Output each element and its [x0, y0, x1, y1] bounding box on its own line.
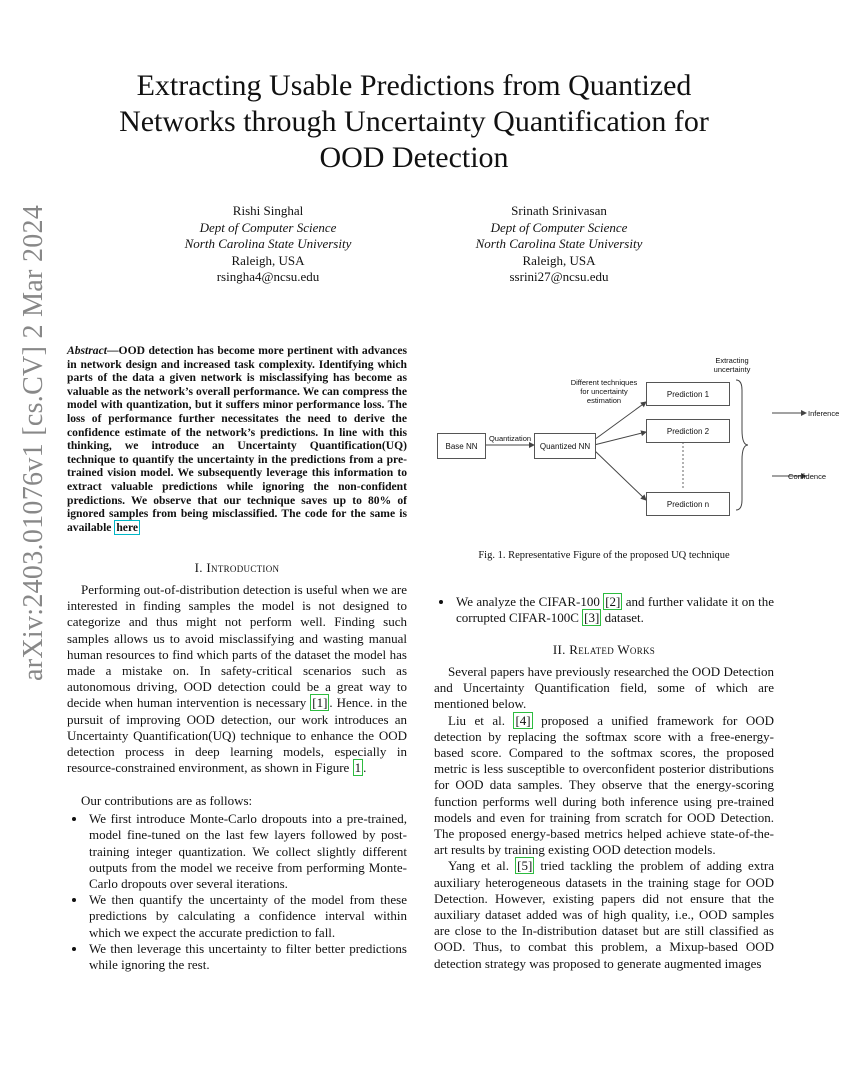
quantization-label: Quantization — [488, 434, 532, 443]
related-paragraph: Several papers have previously researched the OOD Detection and Uncertainty Quantification field, some of which are mentioned below. — [434, 664, 774, 712]
contributions — [67, 793, 407, 973]
list-item: • We then quantify the uncertainty of the model from these predictions by calculating a confidence interval within which we expect the accurate prediction to fall. — [87, 892, 407, 941]
list-item: • We analyze the CIFAR-100 [2] and further validate it on the corrupted CIFAR-100C [3] dataset. — [454, 594, 774, 626]
author-dept: Dept of Computer Science — [199, 219, 337, 235]
citation-link[interactable]: [4] — [515, 712, 531, 728]
citation-link[interactable]: [3] — [584, 610, 600, 626]
author-email[interactable]: rsingha4@ncsu.edu — [216, 269, 320, 284]
author-city: Raleigh, USA — [231, 252, 305, 268]
author-univ: North Carolina State University — [184, 236, 352, 251]
related-works — [434, 664, 774, 972]
author-name: Rishi Singhal — [232, 203, 304, 218]
paper-title — [60, 68, 768, 176]
abstract-body: —OOD detection has become more pertinent with advances in network design and increased task complexity. Identifying which parts of the data a given network is misclassifying has become as valuable as the network’s overall performance. We can compress the model with quantization, but it suffers minor performance loss. The loss of performance further necessitates the need to derive the confidence estimate of the network’s predictions. In line with this thinking, we introduce an Uncertainty Quantification(UQ) technique to quantify the uncertainty in the predictions from a pre-trained vision model. We subsequently leverage this information to extract valuable predictions while ignoring the non-confident predictions. We observe that our technique saves up to 80% of ignored samples from being misclassified. The code for the same is available — [67, 344, 407, 534]
arxiv-stamp: arXiv:2403.01076v1 [cs.CV] 2 Mar 2024 — [18, 204, 49, 681]
intro-text: Performing out-of-distribution detection is useful when we are interested in finding samples the model is not designed to categorize and thus might not perform well. Finding such samples allows us to avoid misclassifying and wasting manual human resources to find which parts of the dataset the model has made a mistake on. In safety-critical scenarios such as autonomous driving, OOD detection could be a great way to decide when human intervention is necessary — [67, 582, 407, 711]
author-name: Srinath Srinivasan — [511, 203, 607, 218]
intro-paragraph — [67, 582, 407, 776]
confidence-label: Confidence — [788, 472, 826, 481]
techniques-label: Different techniques for uncertainty estimation — [570, 378, 638, 405]
author-dept: Dept of Computer Science — [490, 219, 628, 235]
code-link[interactable]: here — [116, 520, 139, 534]
prediction-2-box: Prediction 2 — [646, 419, 730, 443]
title-line: Extracting Usable Predictions from Quantized — [136, 69, 692, 102]
author-univ: North Carolina State University — [475, 236, 643, 251]
abstract-lead: Abstract — [67, 344, 107, 357]
citation-link[interactable]: [1] — [312, 695, 328, 711]
base-nn-box: Base NN — [437, 433, 486, 459]
abstract — [67, 344, 407, 534]
section-heading: I. Introduction — [194, 560, 280, 575]
intro-text: . — [363, 760, 367, 776]
prediction-n-box: Prediction n — [646, 492, 730, 516]
citation-link[interactable]: [2] — [605, 594, 621, 609]
section-heading: II. Related Works — [552, 642, 656, 657]
related-paragraph: Liu et al. [4] proposed a unified framework for OOD detection by replacing the softmax score with a free-energy-based score. Compared to the softmax scores, the proposed metric is less susceptible to overconfident posterior distributions for OOD data samples. They observe that the energy-scoring function performs well during both inference using pre-trained models and even for training from scratch for OOD Detection. The proposed energy-based metrics helped achieve state-of-the-art results by training existing OOD detection models. — [434, 712, 774, 858]
author-email[interactable]: ssrini27@ncsu.edu — [509, 269, 609, 284]
author-city: Raleigh, USA — [522, 252, 596, 268]
title-line: Networks through Uncertainty Quantification for — [119, 105, 709, 138]
figure-caption: Fig. 1. Representative Figure of the proposed UQ technique — [478, 550, 730, 561]
related-paragraph: Yang et al. [5] tried tackling the problem of adding extra auxiliary heterogeneous datasets in the training stage for OOD Detection. However, existing papers did not ensure that the auxiliary dataset added was of high quality, i.e., OOD samples are close to the In-distribution dataset but are still classified as OOD. Thus, to combat this problem, a Mixup-based OOD detection strategy was proposed to generate augmented images — [434, 858, 774, 971]
citation-link[interactable]: [5] — [517, 858, 533, 874]
prediction-1-box: Prediction 1 — [646, 382, 730, 406]
intro-text: . Hence. in the pursuit of improving OOD detection, our work introduces an Uncertainty Quantification(UQ) technique to enhance the OOD detection process in deep learning models, especially in resource-constrained environment, as shown in Figure — [67, 695, 407, 776]
right-bullet — [434, 594, 774, 626]
list-item: • We first introduce Monte-Carlo dropouts into a pre-trained, model fine-tuned on the last few layers followed by post-training integer quantization. We collect slightly different outputs from the model we receive from performing Monte-Carlo dropouts over several iterations. — [87, 811, 407, 892]
title-line: OOD Detection — [319, 141, 509, 174]
author-block-2 — [409, 203, 709, 286]
contributions-intro: Our contributions are as follows: — [81, 793, 253, 808]
list-item: • We then leverage this uncertainty to filter better predictions while ignoring the rest. — [87, 941, 407, 973]
figure-link[interactable]: 1 — [354, 760, 362, 776]
figure-1 — [434, 350, 840, 525]
extracting-label: Extracting uncertainty — [713, 356, 751, 374]
inference-label: Inference — [808, 409, 840, 418]
quantized-nn-box: Quantized NN — [534, 433, 596, 459]
author-block-1 — [118, 203, 418, 286]
